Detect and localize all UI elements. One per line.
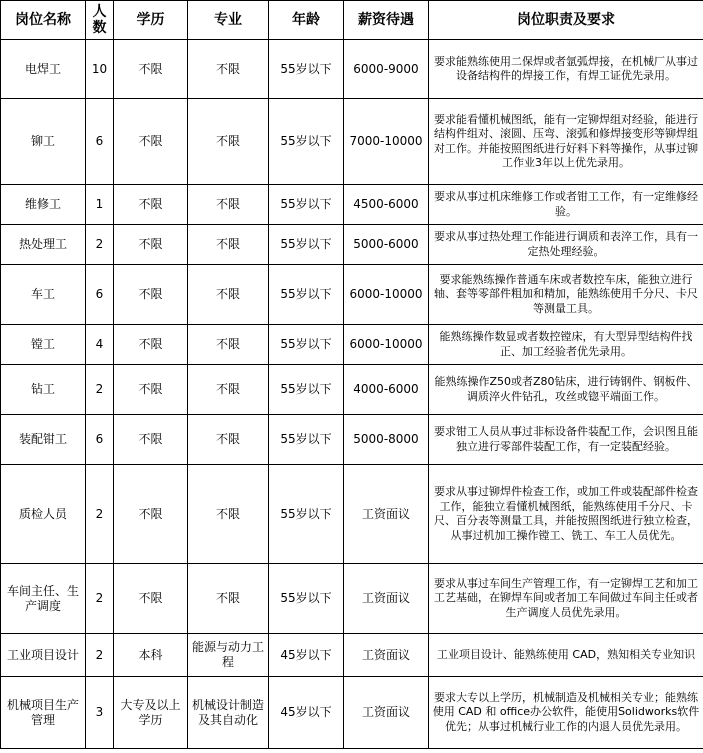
age: 55岁以下 bbox=[269, 99, 344, 185]
position-name: 铆工 bbox=[1, 99, 86, 185]
headcount: 10 bbox=[86, 40, 114, 99]
major: 不限 bbox=[188, 564, 269, 634]
age: 55岁以下 bbox=[269, 185, 344, 225]
duty: 要求能熟练使用二保焊或者氩弧焊接，在机械厂从事过设备结构件的焊接工作，有焊工证优先录用。 bbox=[429, 40, 703, 99]
salary: 工资面议 bbox=[344, 634, 429, 677]
table-row bbox=[1, 634, 703, 677]
salary: 5000-8000 bbox=[344, 415, 429, 465]
table-row bbox=[1, 465, 703, 564]
salary: 工资面议 bbox=[344, 465, 429, 564]
position-name: 维修工 bbox=[1, 185, 86, 225]
headcount: 2 bbox=[86, 465, 114, 564]
age: 55岁以下 bbox=[269, 225, 344, 265]
education: 不限 bbox=[114, 365, 188, 415]
education: 不限 bbox=[114, 265, 188, 325]
education: 不限 bbox=[114, 40, 188, 99]
position-name: 车间主任、生产调度 bbox=[1, 564, 86, 634]
header-row bbox=[1, 1, 703, 40]
position-name: 机械项目生产管理 bbox=[1, 677, 86, 749]
header-age: 年龄 bbox=[269, 1, 344, 40]
headcount: 4 bbox=[86, 325, 114, 365]
salary: 6000-10000 bbox=[344, 265, 429, 325]
duty: 能熟练操作数显或者数控镗床，有大型异型结构件找正、加工经验者优先录用。 bbox=[429, 325, 703, 365]
duty: 要求从事过铆焊件检查工作，或加工件或装配部件检查工作，能独立看懂机械图纸，能熟练使用千分尺、卡尺、百分表等测量工具，并能按照图纸进行独立检查，从事过机加工操作镗工、铣工、车工人员优先。 bbox=[429, 465, 703, 564]
header-education: 学历 bbox=[114, 1, 188, 40]
age: 45岁以下 bbox=[269, 677, 344, 749]
header-salary: 薪资待遇 bbox=[344, 1, 429, 40]
headcount: 2 bbox=[86, 564, 114, 634]
headcount: 2 bbox=[86, 634, 114, 677]
education: 不限 bbox=[114, 465, 188, 564]
education: 不限 bbox=[114, 99, 188, 185]
headcount: 3 bbox=[86, 677, 114, 749]
major: 不限 bbox=[188, 225, 269, 265]
salary: 工资面议 bbox=[344, 564, 429, 634]
duty: 要求能看懂机械图纸，能有一定铆焊组对经验，能进行结构件组对、滚圆、压弯、滚弧和修焊接变形等铆焊组对工作。并能按照图纸进行好料下料等操作，从事过铆工作业3年以上优先录用。 bbox=[429, 99, 703, 185]
header-position: 岗位名称 bbox=[1, 1, 86, 40]
position-name: 装配钳工 bbox=[1, 415, 86, 465]
age: 55岁以下 bbox=[269, 415, 344, 465]
age: 55岁以下 bbox=[269, 564, 344, 634]
salary: 工资面议 bbox=[344, 677, 429, 749]
table-row bbox=[1, 99, 703, 185]
salary: 4500-6000 bbox=[344, 185, 429, 225]
duty: 要求从事过热处理工作能进行调质和表淬工作，具有一定热处理经验。 bbox=[429, 225, 703, 265]
duty: 要求钳工人员从事过非标设备件装配工作，会识图且能独立进行零部件装配工作，有一定装配经验。 bbox=[429, 415, 703, 465]
education: 不限 bbox=[114, 185, 188, 225]
major: 不限 bbox=[188, 415, 269, 465]
education: 不限 bbox=[114, 564, 188, 634]
education: 不限 bbox=[114, 415, 188, 465]
duty: 要求从事过机床维修工作或者钳工工作，有一定维修经验。 bbox=[429, 185, 703, 225]
major: 不限 bbox=[188, 265, 269, 325]
duty: 要求大专以上学历，机械制造及机械相关专业；能熟练使用 CAD 和 office办公软件，能使用Solidworks软件优先；从事过机械行业工作的内退人员优先录用。 bbox=[429, 677, 703, 749]
salary: 7000-10000 bbox=[344, 99, 429, 185]
age: 55岁以下 bbox=[269, 325, 344, 365]
age: 55岁以下 bbox=[269, 265, 344, 325]
education: 本科 bbox=[114, 634, 188, 677]
table-row bbox=[1, 40, 703, 99]
table-row bbox=[1, 677, 703, 749]
major: 不限 bbox=[188, 465, 269, 564]
headcount: 2 bbox=[86, 365, 114, 415]
position-name: 钻工 bbox=[1, 365, 86, 415]
table-row bbox=[1, 225, 703, 265]
position-name: 电焊工 bbox=[1, 40, 86, 99]
major: 不限 bbox=[188, 99, 269, 185]
duty: 要求从事过车间生产管理工作，有一定铆焊工艺和加工工艺基础，在铆焊车间或者加工车间做过车间主任或者生产调度人员优先录用。 bbox=[429, 564, 703, 634]
headcount: 2 bbox=[86, 225, 114, 265]
table-row bbox=[1, 564, 703, 634]
header-duty: 岗位职责及要求 bbox=[429, 1, 703, 40]
age: 55岁以下 bbox=[269, 40, 344, 99]
duty: 能熟练操作Z50或者Z80钻床，进行铸钢件、钢板件、调质淬火件钻孔，攻丝或锪平端面工作。 bbox=[429, 365, 703, 415]
headcount: 1 bbox=[86, 185, 114, 225]
position-name: 车工 bbox=[1, 265, 86, 325]
duty: 要求能熟练操作普通车床或者数控车床，能独立进行轴、套等零部件粗加和精加，能熟练使用千分尺、卡尺等测量工具。 bbox=[429, 265, 703, 325]
duty: 工业项目设计、能熟练使用 CAD，熟知相关专业知识 bbox=[429, 634, 703, 677]
salary: 6000-9000 bbox=[344, 40, 429, 99]
salary: 4000-6000 bbox=[344, 365, 429, 415]
table-row bbox=[1, 415, 703, 465]
table-row bbox=[1, 265, 703, 325]
salary: 6000-10000 bbox=[344, 325, 429, 365]
position-name: 质检人员 bbox=[1, 465, 86, 564]
major: 不限 bbox=[188, 325, 269, 365]
major: 机械设计制造及其自动化 bbox=[188, 677, 269, 749]
education: 不限 bbox=[114, 325, 188, 365]
age: 45岁以下 bbox=[269, 634, 344, 677]
position-name: 工业项目设计 bbox=[1, 634, 86, 677]
position-name: 镗工 bbox=[1, 325, 86, 365]
education: 大专及以上学历 bbox=[114, 677, 188, 749]
major: 不限 bbox=[188, 365, 269, 415]
table-row bbox=[1, 365, 703, 415]
headcount: 6 bbox=[86, 99, 114, 185]
age: 55岁以下 bbox=[269, 365, 344, 415]
major: 不限 bbox=[188, 40, 269, 99]
education: 不限 bbox=[114, 225, 188, 265]
table-row bbox=[1, 325, 703, 365]
age: 55岁以下 bbox=[269, 465, 344, 564]
major: 能源与动力工程 bbox=[188, 634, 269, 677]
header-major: 专业 bbox=[188, 1, 269, 40]
headcount: 6 bbox=[86, 265, 114, 325]
position-name: 热处理工 bbox=[1, 225, 86, 265]
salary: 5000-6000 bbox=[344, 225, 429, 265]
header-count: 人数 bbox=[86, 1, 114, 40]
table-row bbox=[1, 185, 703, 225]
major: 不限 bbox=[188, 185, 269, 225]
headcount: 6 bbox=[86, 415, 114, 465]
